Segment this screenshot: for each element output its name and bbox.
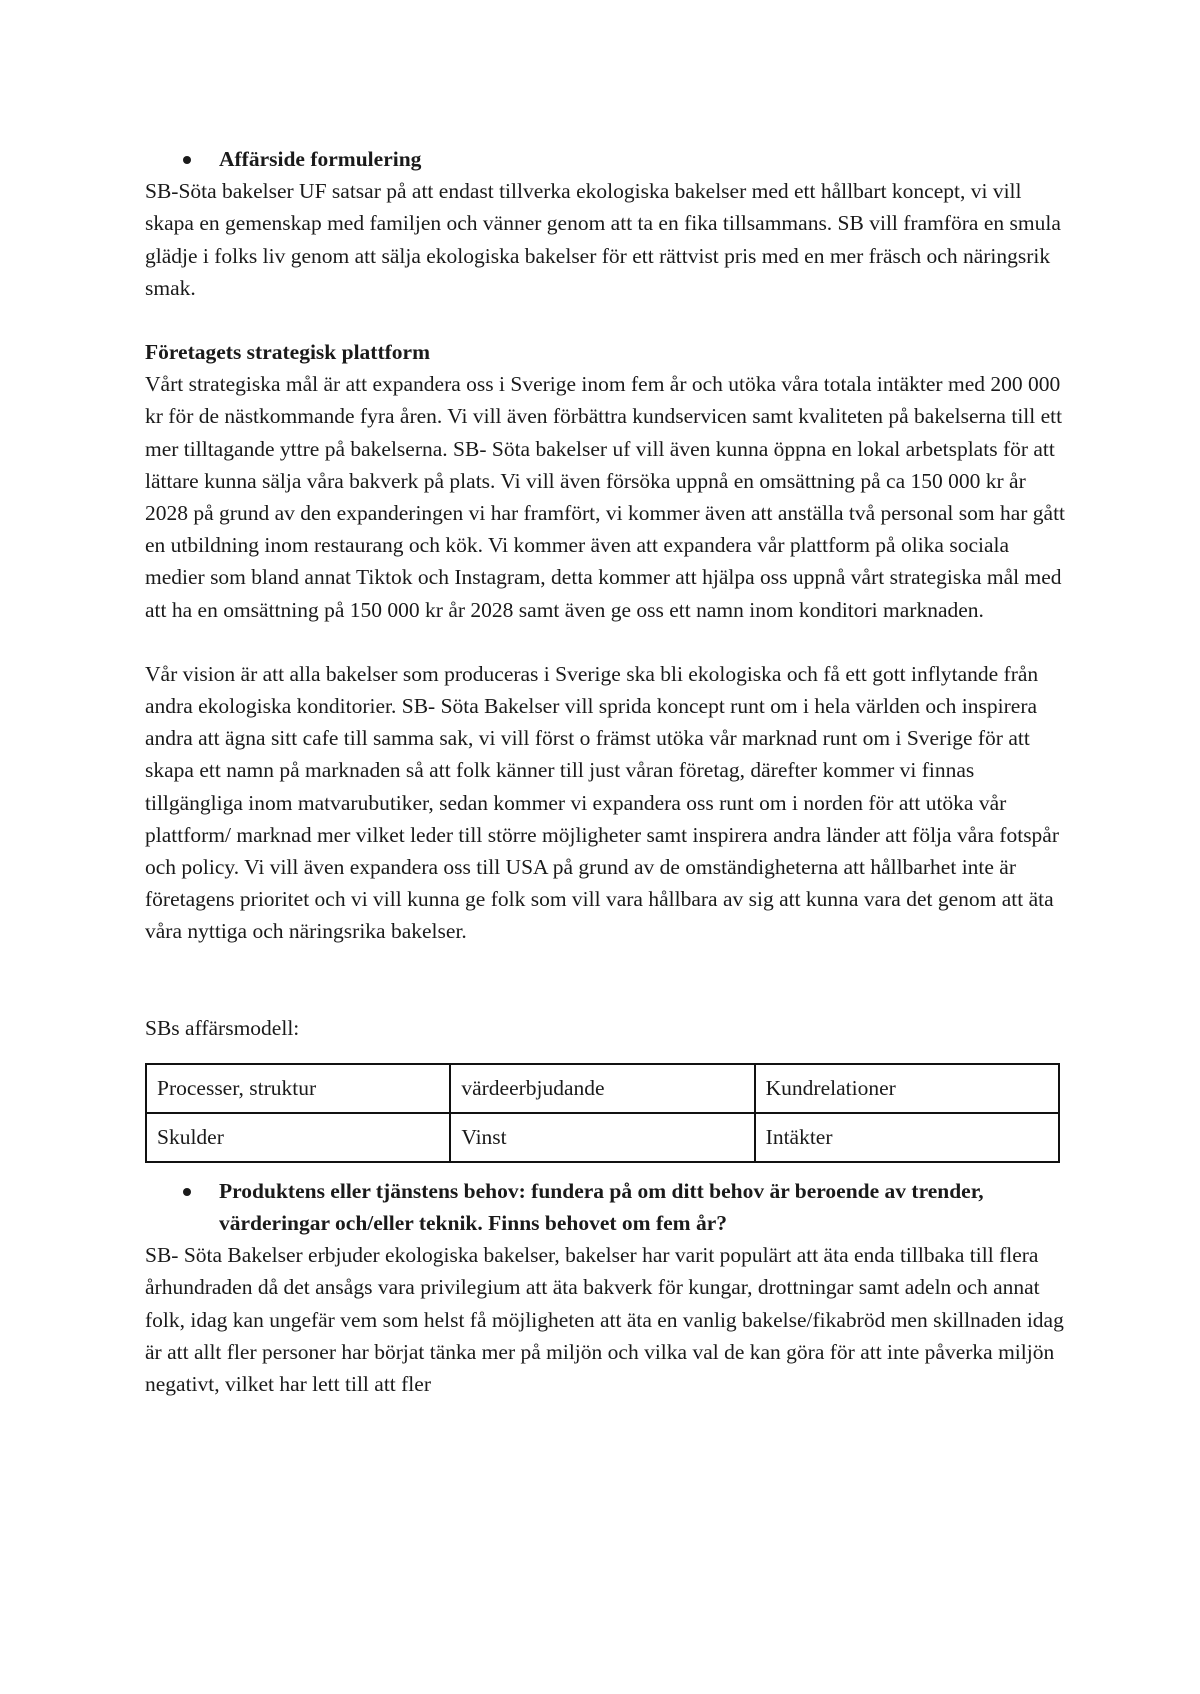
table-row [146, 1113, 1059, 1162]
business-idea-paragraph: SB-Söta bakelser UF satsar på att endast tillverka ekologiska bakelser med ett hållbart koncept, vi vill skapa en gemenskap med familjen och vänner genom att ta en fika tillsammans. SB vill framföra en smula glädje i folks liv genom att sälja ekologiska bakelser för ett rättvist pris med en mer fräsch och näringsrik smak. [145, 179, 1061, 300]
vision-paragraph: Vår vision är att alla bakelser som produceras i Sverige ska bli ekologiska och få ett gott inflytande från andra ekologiska konditorier. SB- Söta Bakelser vill sprida koncept runt om i hela världen och inspirera andra att ägna sitt cafe till samma sak, vi vill först o främst utöka vår marknad runt om i Sverige för att skapa ett namn på marknaden så att folk känner till just våran företag, därefter kommer vi finnas tillgängliga inom matvarubutiker, sedan kommer vi expandera oss runt om i norden för att utöka vår plattform/ marknad mer vilket leder till större möjligheter samt inspirera andra länder att följa våra fotspår och policy. Vi vill även expandera oss till USA på grund av de omständigheterna att hållbarhet inte är företagens prioritet och vi vill kunna ge folk som vill vara hållbara av sig att kunna vara det genom att äta våra nyttiga och näringsrika bakelser. [145, 661, 1060, 944]
business-model-table [145, 1063, 1060, 1163]
table-cell: Kundrelationer [755, 1064, 1059, 1113]
table-cell: Processer, struktur [146, 1064, 450, 1113]
strategic-goal-paragraph: Vårt strategiska mål är att expandera oss i Sverige inom fem år och utöka våra totala intäkter med 200 000 kr för de nästkommande fyra åren. Vi vill även förbättra kundservicen samt kvaliteten på bakelserna till ett mer tilltagande yttre på bakelserna. SB- Söta bakelser uf vill även kunna öppna en lokal arbetsplats för att lättare kunna sälja våra bakverk på plats. Vi vill även försöka uppnå en omsättning på ca 150 000 kr år 2028 på grund av den expanderingen vi har framfört, vi kommer även att anställa två personal som har gått en utbildning inom restaurang och kök. Vi kommer även att expandera vår plattform på olika sociala medier som bland annat Tiktok och Instagram, detta kommer att hjälpa oss uppnå vårt strategiska mål med att ha en omsättning på 150 000 kr år 2028 samt även ge oss ett namn inom konditori marknaden. [145, 372, 1066, 622]
table-cell: Vinst [450, 1113, 754, 1162]
section-heading-product-need [145, 1175, 1070, 1239]
section-heading-text: Affärside formulering [219, 147, 422, 171]
table-cell: Skulder [146, 1113, 450, 1162]
strategic-platform-heading: Företagets strategisk plattform [145, 340, 430, 365]
table-cell: Intäkter [755, 1113, 1059, 1162]
document-content [145, 143, 1070, 1400]
business-model-label: SBs affärsmodell: [145, 1015, 300, 1040]
bullet-icon [183, 156, 191, 164]
bullet-icon [183, 1188, 191, 1196]
section-heading-business-idea [145, 143, 1070, 175]
product-need-paragraph: SB- Söta Bakelser erbjuder ekologiska bakelser, bakelser har varit populärt att äta enda tillbaka till flera århundraden då det ansågs vara privilegium att äta bakverk för kungar, drottningar samt adeln och annat folk, idag kan ungefär vem som helst få möjligheten att äta en vanlig bakelse/fikabröd men skillnaden idag är att allt fler personer har börjat tänka mer på miljön och vilka val de kan göra för att inte påverka miljön negativt, vilket har lett till att fler [145, 1243, 1064, 1397]
table-row [146, 1064, 1059, 1113]
section-heading-text: Produktens eller tjänstens behov: fundera på om ditt behov är beroende av trender, värderingar och/eller teknik. Finns behovet om fem år? [219, 1178, 984, 1236]
table-cell: värdeerbjudande [450, 1064, 754, 1113]
